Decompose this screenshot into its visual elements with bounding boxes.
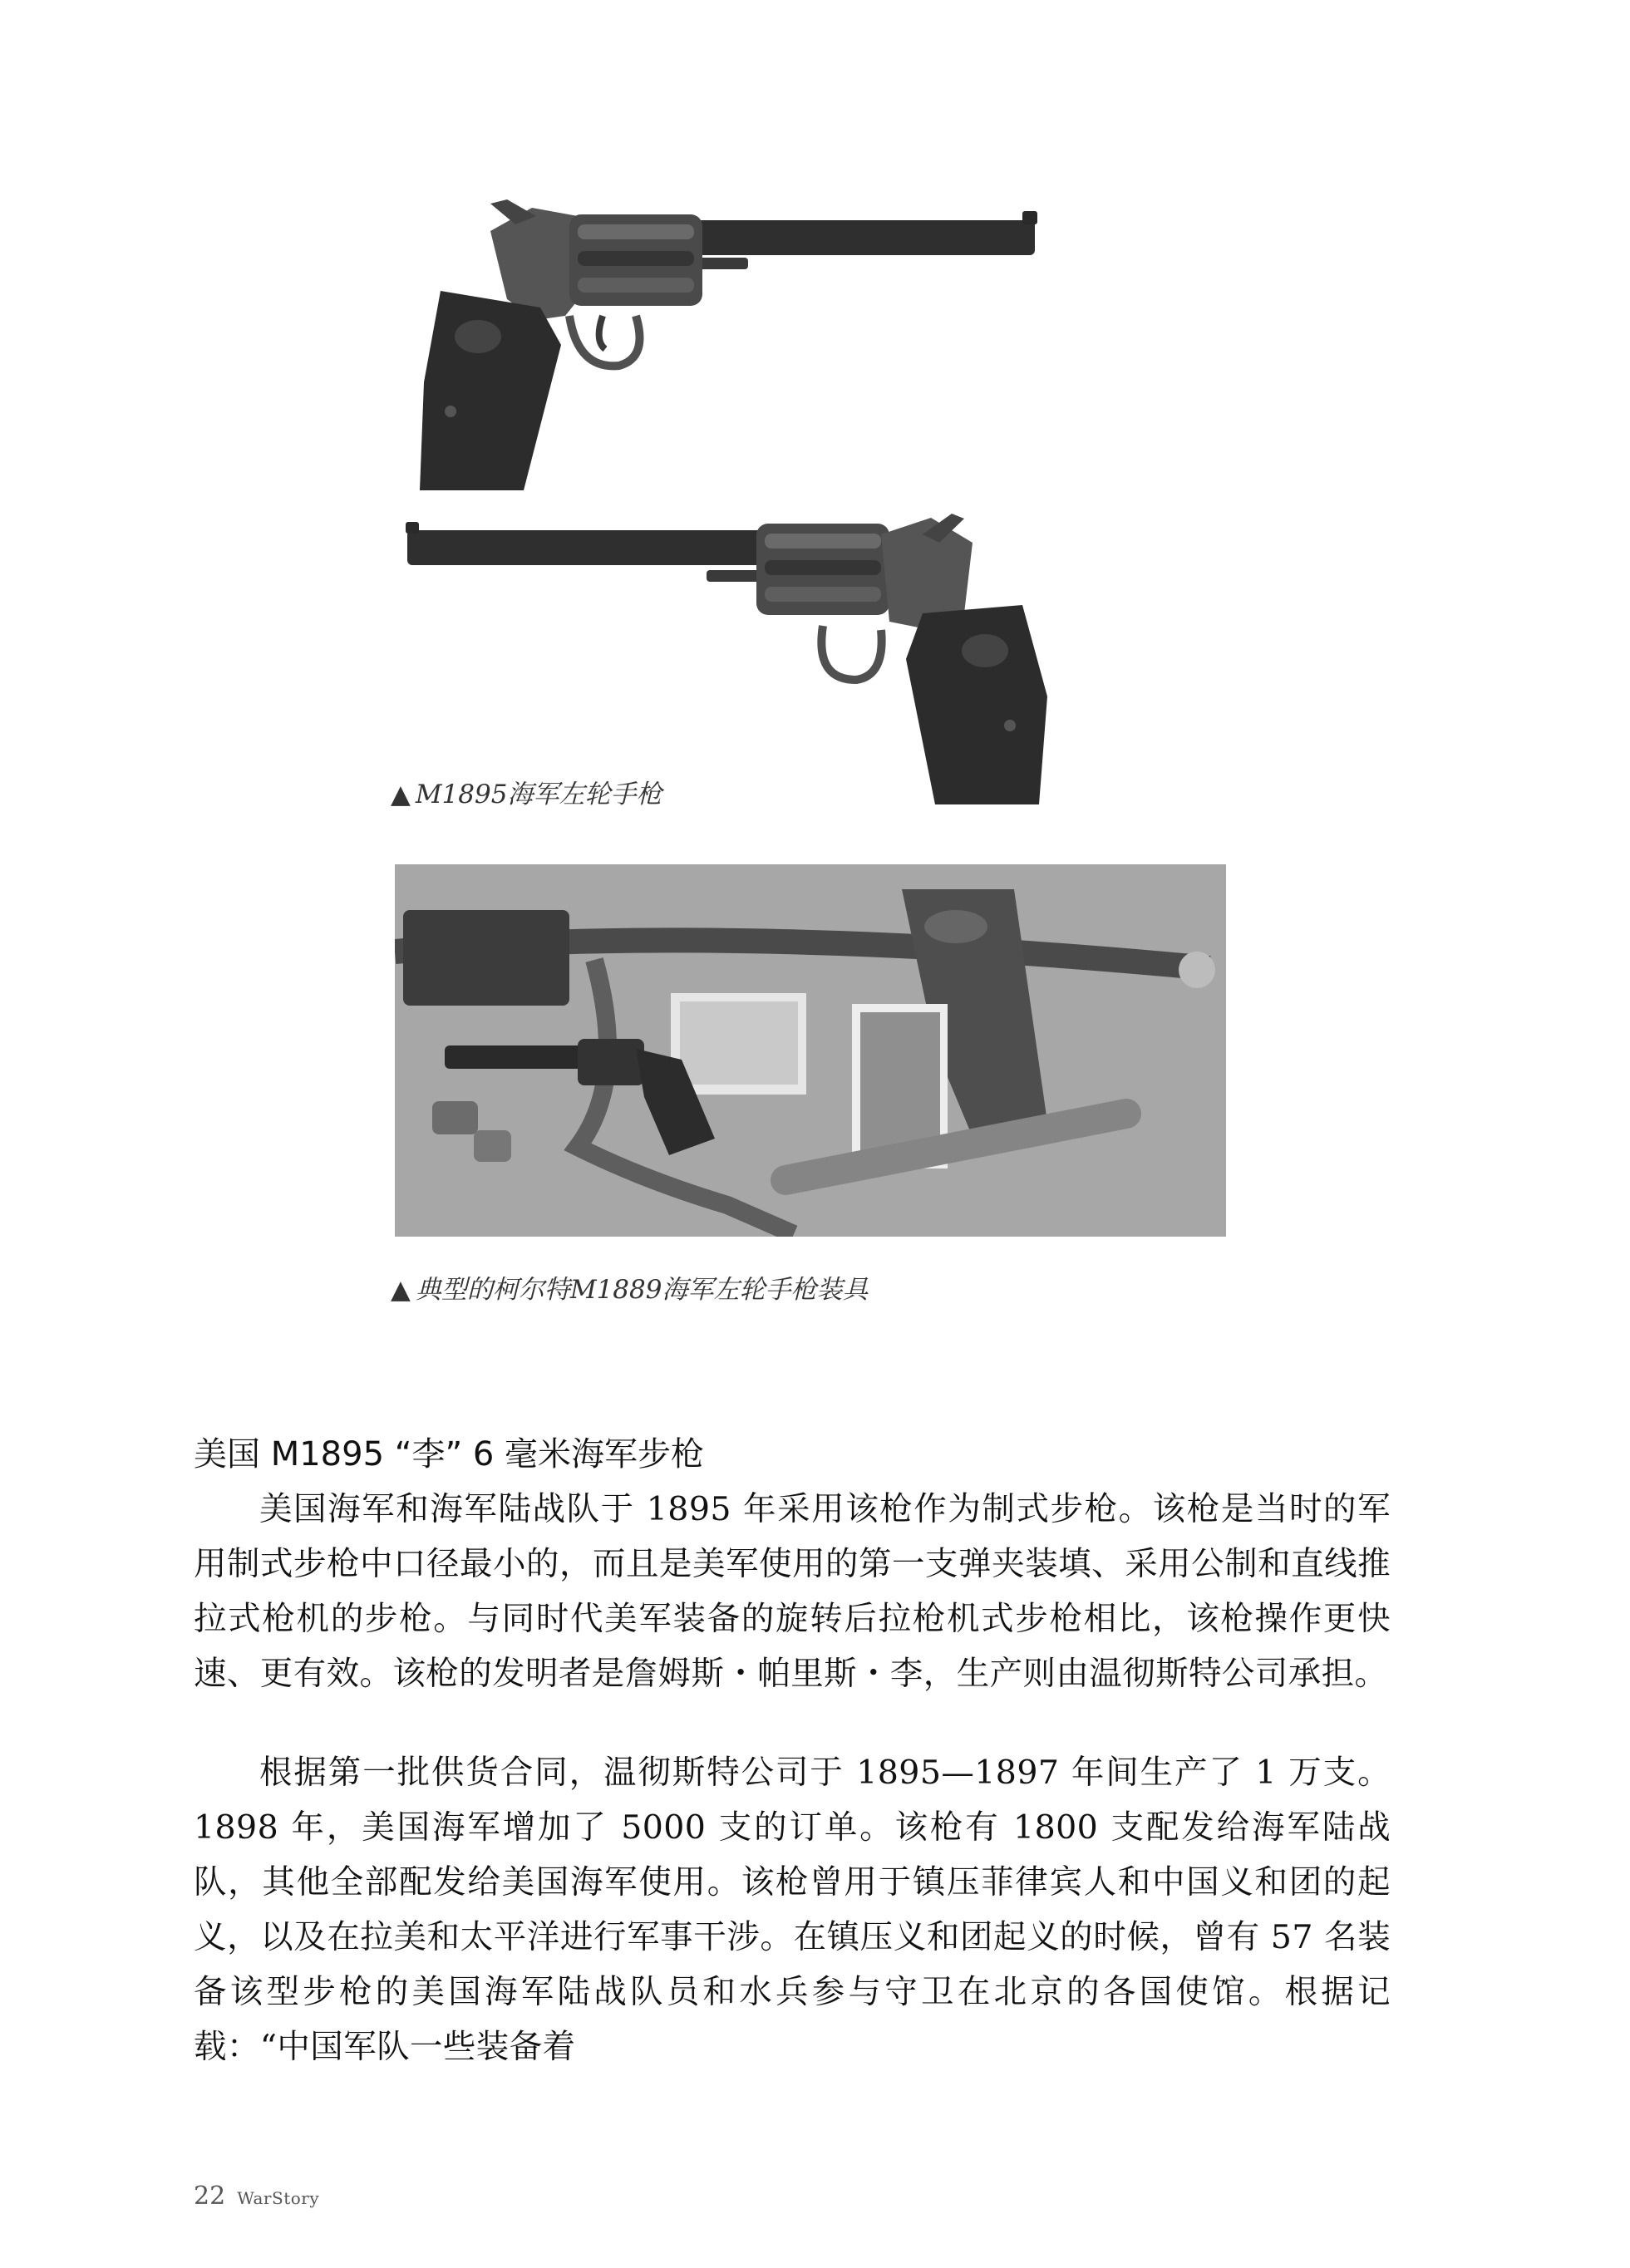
figure-caption-revolver (391, 773, 662, 810)
figure-caption-equipment (391, 1268, 868, 1306)
page-number: 22 (194, 2182, 226, 2211)
equipment-photo (395, 864, 1226, 1237)
caption-triangle-icon: ▲ (391, 780, 411, 809)
revolver-photo-top (391, 199, 1081, 499)
magazine-brand: WarStory (237, 2188, 320, 2208)
caption-text: 典型的柯尔特M1889海军左轮手枪装具 (415, 1275, 869, 1305)
caption-triangle-icon: ▲ (391, 1275, 411, 1305)
section-title: 美国 M1895 “李” 6 毫米海军步枪 (194, 1435, 705, 1473)
page-footer (194, 2182, 319, 2211)
body-paragraph: 美国海军和海军陆战队于 1895 年采用该枪作为制式步枪。该枪是当时的军用制式步枪中口径最小的，而且是美军使用的第一支弹夹装填、采用公制和直线推拉式枪机的步枪。与同时代美军装备的旋转后拉枪机式步枪相比，该枪操作更快速、更有效。该枪的发明者是詹姆斯・帕里斯・李，生产则由温彻斯特公司承担。 (194, 1490, 1391, 1693)
caption-text: M1895海军左轮手枪 (415, 780, 662, 809)
body-paragraph: 根据第一批供货合同，温彻斯特公司于 1895—1897 年间生产了 1 万支。1898 年，美国海军增加了 5000 支的订单。该枪有 1800 支配发给海军陆战队，其他全部配发给美国海军使用。该枪曾用于镇压菲律宾人和中国义和团的起义，以及在拉美和太平洋进行军事干涉。在镇压义和团起义的时候，曾有 57 名装备该型步枪的美国海军陆战队员和水兵参与守卫在北京的各国使馆。根据记载：“中国军队一些装备着 (194, 1754, 1391, 2066)
